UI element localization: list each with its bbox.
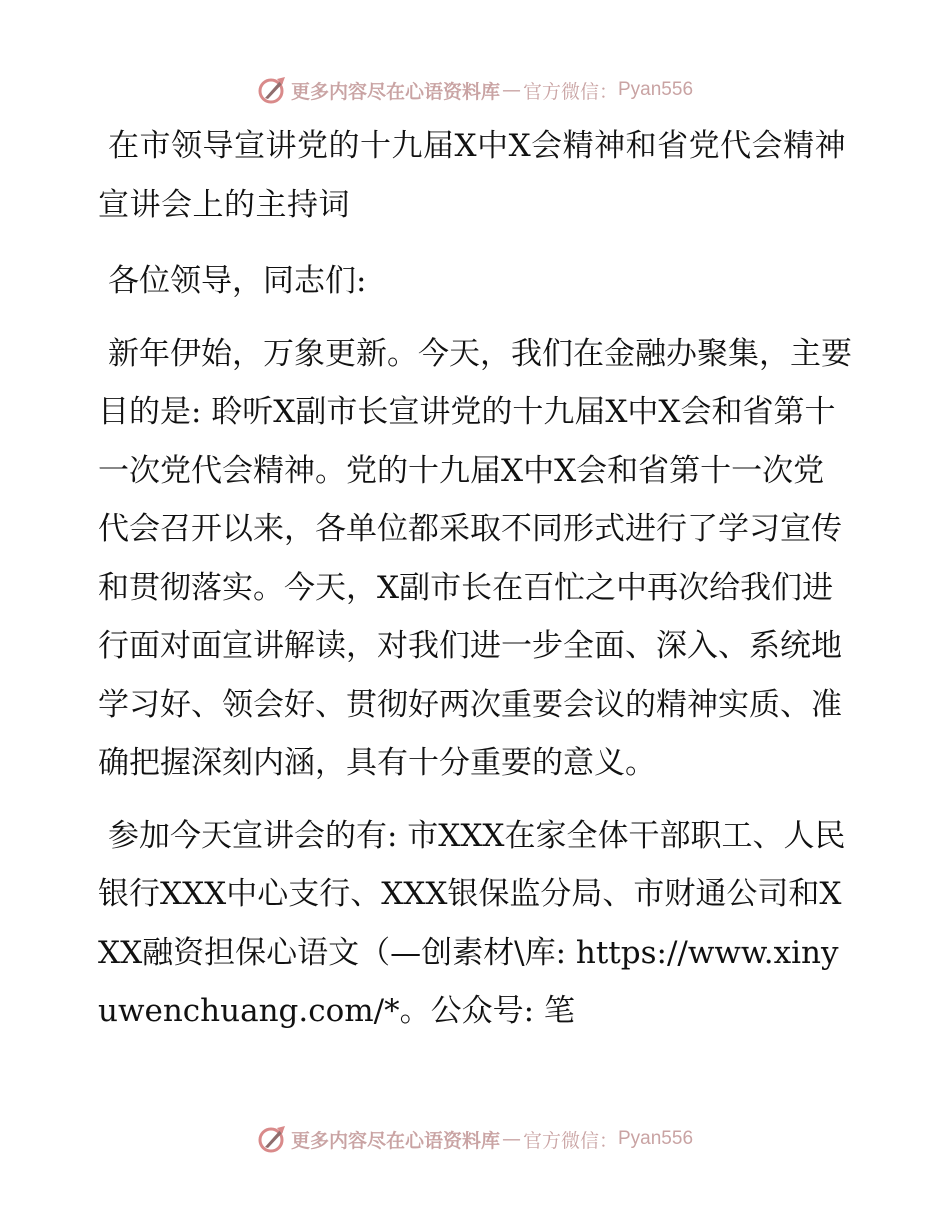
banner-main-text: 更多内容尽在心语资料库 (290, 1129, 500, 1152)
document-title: 在市领导宣讲党的十九届X中X会精神和省党代会精神宣讲会上的主持词 (98, 128, 847, 223)
body-paragraph-1: 新年伊始，万象更新。今天，我们在金融办聚集，主要目的是: 聆听X副市长宣讲党的十九届X中X会和省第十一次党代会精神。党的十九届X中X会和省第十一次党代会召开以来，各单位都采取不同形式进行了学习宣传和贯彻落实。今天，X副市长在百忙之中再次给我们进行面对面宣讲解读，对我们进一步全面、深入、系统地学习好、领会好、贯彻好两次重要会议的精神实质、准确把握深刻内涵，具有十分重要的意义。 (98, 335, 852, 781)
banner-wechat-label: 官方微信： (522, 80, 618, 103)
header-watermark-banner (0, 72, 950, 108)
banner-wechat-id: Pyan556 (618, 1128, 694, 1149)
quill-pen-logo-icon (257, 1124, 287, 1154)
footer-watermark-banner (0, 1121, 950, 1157)
body-paragraph-2: 参加今天宣讲会的有: 市XXX在家全体干部职工、人民银行XXX中心支行、XXX银保监分局、市财通公司和XXX融资担保心语文（—创素材\库: https://www.xinyuwenchuang.com/*。公众号: 笔 (98, 817, 846, 1029)
banner-main-text: 更多内容尽在心语资料库 (290, 80, 500, 103)
banner-separator: — (501, 1128, 521, 1150)
banner-separator: — (501, 79, 521, 101)
banner-wechat-label: 官方微信： (522, 1129, 618, 1152)
quill-pen-logo-icon (257, 75, 287, 105)
document-body (98, 117, 853, 1055)
greeting: 各位领导，同志们: (108, 263, 367, 299)
banner-wechat-id: Pyan556 (618, 79, 694, 100)
